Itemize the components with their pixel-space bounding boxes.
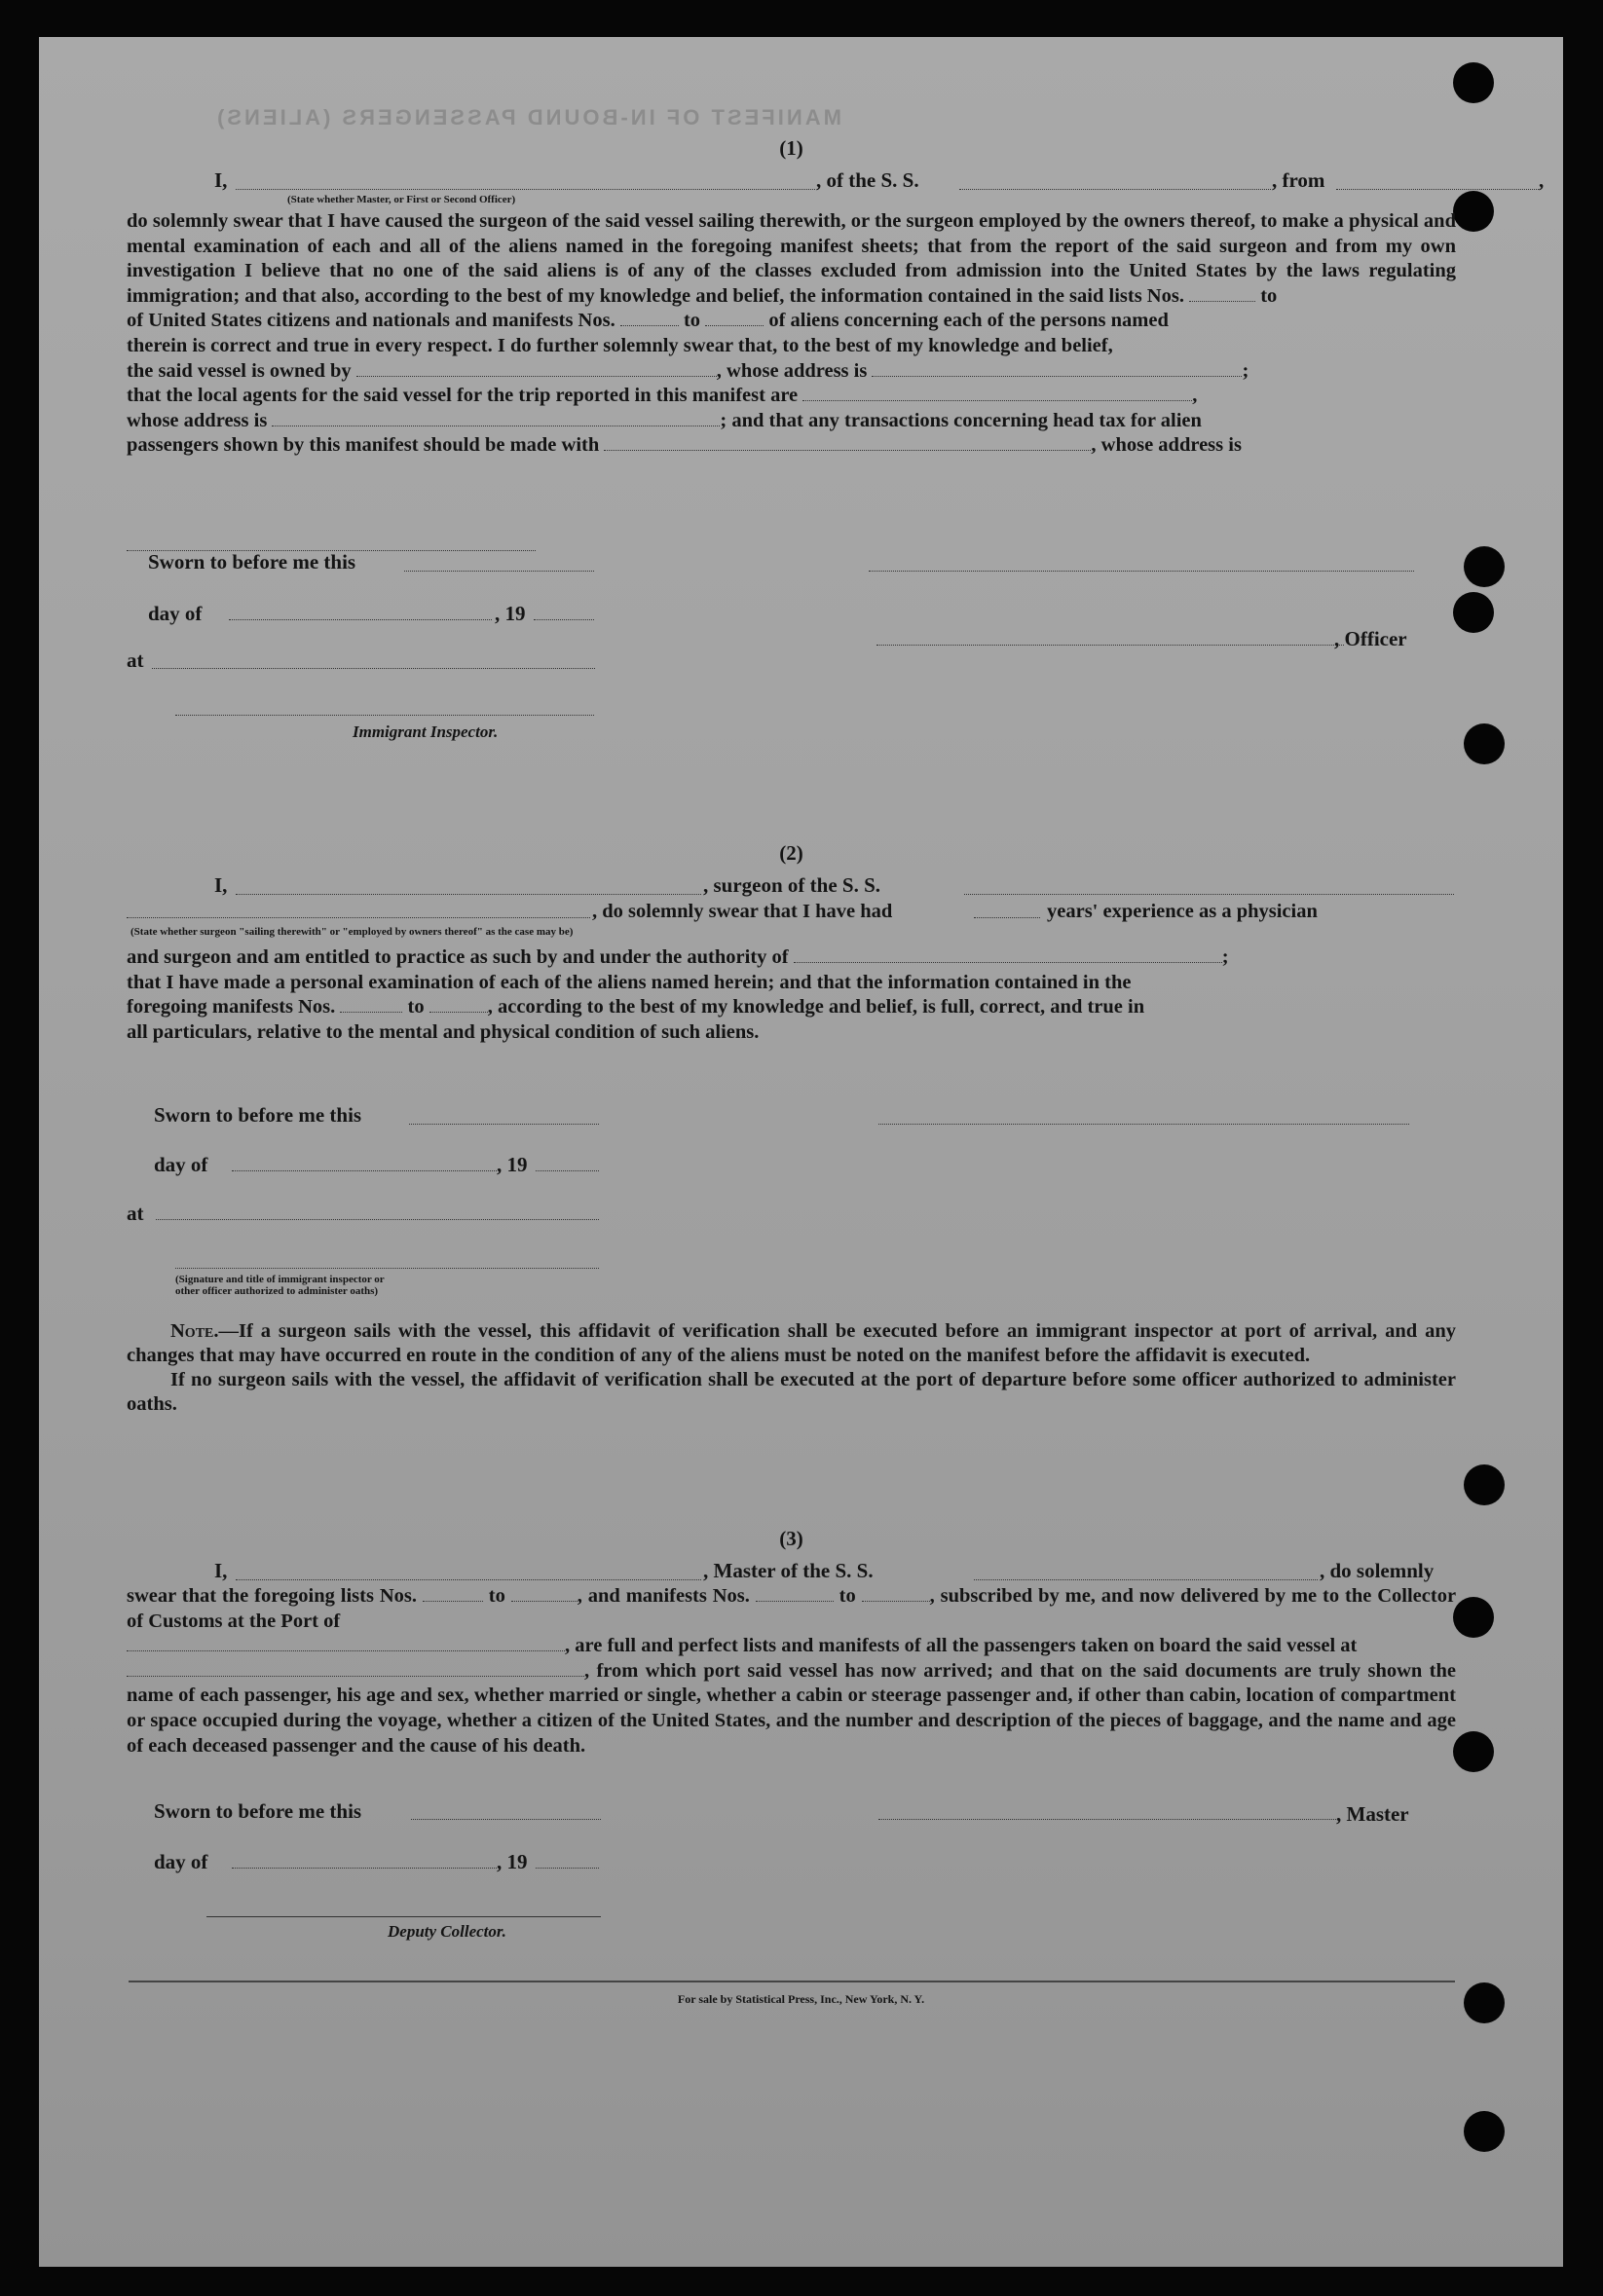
s1-day-of: day of xyxy=(148,602,203,625)
s1-year: , 19 xyxy=(495,602,526,625)
punch-hole xyxy=(1464,2111,1505,2152)
s2-signature-caption: (Signature and title of immigrant inspector or other officer authorized to administer oaths) xyxy=(175,1274,385,1297)
s3-master-name-blank[interactable] xyxy=(236,1565,701,1580)
s1-sworn-label: Sworn to before me this xyxy=(148,550,356,574)
section-3-number: (3) xyxy=(779,1527,803,1550)
s1-vessel-blank[interactable] xyxy=(959,174,1271,190)
punch-hole xyxy=(1453,1597,1494,1638)
s3-year: , 19 xyxy=(497,1850,528,1873)
s2-surgeon-caption: (State whether surgeon "sailing therewith" or "employed by owners thereof" as the case may be) xyxy=(130,926,574,938)
s1-of-ss-label: , of the S. S. xyxy=(816,168,919,192)
s1-paragraph: do solemnly swear that I have caused the surgeon of the said vessel sailing therewith, or the surgeon employed by the owners thereof, to make a physical and mental examination of each and all of the aliens named in the foregoing manifest sheets; that from the report of the said surgeon and from my own investigation I believe that no one of the said aliens is of any of the classes excluded from admission into the United States by the laws regulating immigration; and that also, according to the best of my knowledge and belief, the information contained in the said lists Nos. to of United States citizens and nationals and manifests Nos. to of aliens concerning each of the persons named therein is correct and true in every respect. I do further solemnly swear that, to the best of my knowledge and belief, the said vessel is owned by , whose address is ; that the local agents for the said vessel for the trip reported in this manifest are , whose address is ; and that any transactions concerning head tax for alien passengers shown by this manifest should be made with , whose address is xyxy=(127,210,1456,457)
s2-sworn-label: Sworn to before me this xyxy=(154,1103,362,1127)
s1-from-blank[interactable] xyxy=(1336,174,1539,190)
s1-officer-caption: (State whether Master, or First or Second Officer) xyxy=(287,194,516,205)
punch-hole xyxy=(1464,1464,1505,1505)
s2-year: , 19 xyxy=(497,1153,528,1176)
s2-surgeon-name-blank[interactable] xyxy=(236,879,701,895)
s2-day-of: day of xyxy=(154,1153,208,1176)
s3-paragraph: swear that the foregoing lists Nos. to , and manifests Nos. to , subscribed by me, and now delivered by me to the Collector of Customs at the Port of , are full and perfect lists and manifests of all the passengers taken on board the said vessel at , from which port said vessel has now arrived; and that on the said documents are truly shown the name of each passenger, his age and sex, whether married or single, whether a cabin or steerage passenger and, if other than cabin, location of compartment or space occupied during the voyage, whether a citizen of the United States, and the number and description of the pieces of baggage, and the name and age of each deceased passenger and the cause of his death. xyxy=(127,1585,1457,1757)
s3-master-label: , Master xyxy=(1336,1802,1409,1826)
s3-day-of: day of xyxy=(154,1850,208,1873)
section-3: (3) I, , Master of the S. S. , do solemnly swear that the foregoing lists Nos. to , and manifests Nos. to , subscribed by me, and now delivered by me to the Collector of Customs at the Port of , are full and perfect lists and manifests of all the passengers taken on board the said vessel at , from which port said vessel has now arrived; and that on the said documents are truly shown the name of each passenger, his age and sex, whether married or single, whether a cabin or steerage passenger and, if other than cabin, location of compartment or space occupied during the voyage, whether a citizen of the United States, and the number and description of the pieces of baggage, and the name and age of each deceased passenger and the cause of his death. xyxy=(127,1527,1456,1759)
section-1: (1) I, , of the S. S. , from , (State whether Master, or First or Second Officer) do solemnly swear that I have caused the surgeon of the said vessel sailing therewith, or the surgeon employed by the owners thereof, to make a physical and mental examination of each and all of the aliens named in the foregoing manifest sheets; that from the report of the said surgeon and from my own investigation I believe that no one of the said aliens is of any of the classes excluded from admission into the United States by the laws regulating immigration; and that also, according to the best of my knowledge and belief, the information contained in the said lists Nos. to of United States citizens and nationals and manifests Nos. to of aliens concerning each of the persons named therein is correct and true in every respect. I do further solemnly swear that, to the best of my knowledge and belief, the said vessel is owned by , whose address is ; that the local agents for the said vessel for the trip reported in this manifest are , whose address is ; and that any transactions concerning head tax for alien passengers shown by this manifest should be made with , whose address is xyxy=(127,136,1456,459)
note-label: Note. xyxy=(170,1320,219,1342)
printer-footer: For sale by Statistical Press, Inc., New York, N. Y. xyxy=(677,1992,925,2006)
s2-paragraph: and surgeon and am entitled to practice as such by and under the authority of ; that I have made a personal examination of each of the aliens named herein; and that the information contained in the foregoing manifests Nos. to , according to the best of my knowledge and belief, is full, correct, and true in all particulars, relative to the mental and physical condition of such aliens. xyxy=(127,946,1229,1043)
s1-officer-label: , Officer xyxy=(1334,627,1407,650)
s1-from-label: , from xyxy=(1272,168,1325,192)
s1-officer-name-blank[interactable] xyxy=(236,174,815,190)
manifest-affidavit-page xyxy=(39,37,1563,2267)
punch-hole xyxy=(1453,62,1494,103)
s3-sworn-label: Sworn to before me this xyxy=(154,1799,362,1823)
section-2: (2) I, , surgeon of the S. S. , do solemnly swear that I have had years' experience as a physician (State whether surgeon "sailing therewith" or "employed by owners thereof" as the case may be) and surgeon and am entitled to practice as such by and under the authority of ; that I have made a personal examination of each of the aliens named herein; and that the information contained in the foregoing manifests Nos. to , according to the best of my knowledge and belief, is full, correct, and true in all particulars, relative to the mental and physical condition of such aliens. xyxy=(127,841,1456,1045)
s2-at-label: at xyxy=(127,1202,144,1225)
note-block: Note.—If a surgeon sails with the vessel, this affidavit of verification shall be executed before an immigrant inspector at port of arrival, and any changes that may have occurred en route in the condition of any of the aliens must be noted on the manifest before the affidavit is executed. If no surgeon sails with the vessel, the affidavit of verification shall be executed at the port of departure before some officer authorized to administer oaths. xyxy=(127,1320,1456,1415)
section-2-number: (2) xyxy=(779,841,803,865)
punch-hole xyxy=(1453,592,1494,633)
s1-i-label: I, xyxy=(214,168,228,192)
section-1-number: (1) xyxy=(779,136,803,160)
punch-hole xyxy=(1464,546,1505,587)
s3-vessel-blank[interactable] xyxy=(974,1565,1318,1580)
s1-immigrant-inspector: Immigrant Inspector. xyxy=(353,722,499,741)
punch-hole xyxy=(1453,1731,1494,1772)
punch-hole xyxy=(1464,723,1505,764)
s1-at-label: at xyxy=(127,648,144,672)
bleed-through-heading: MANIFEST OF IN-BOUND PASSENGERS (ALIENS) xyxy=(214,105,841,130)
s2-vessel-blank[interactable] xyxy=(964,879,1454,895)
s3-deputy-collector: Deputy Collector. xyxy=(388,1922,506,1941)
footer-rule xyxy=(129,1981,1455,1982)
